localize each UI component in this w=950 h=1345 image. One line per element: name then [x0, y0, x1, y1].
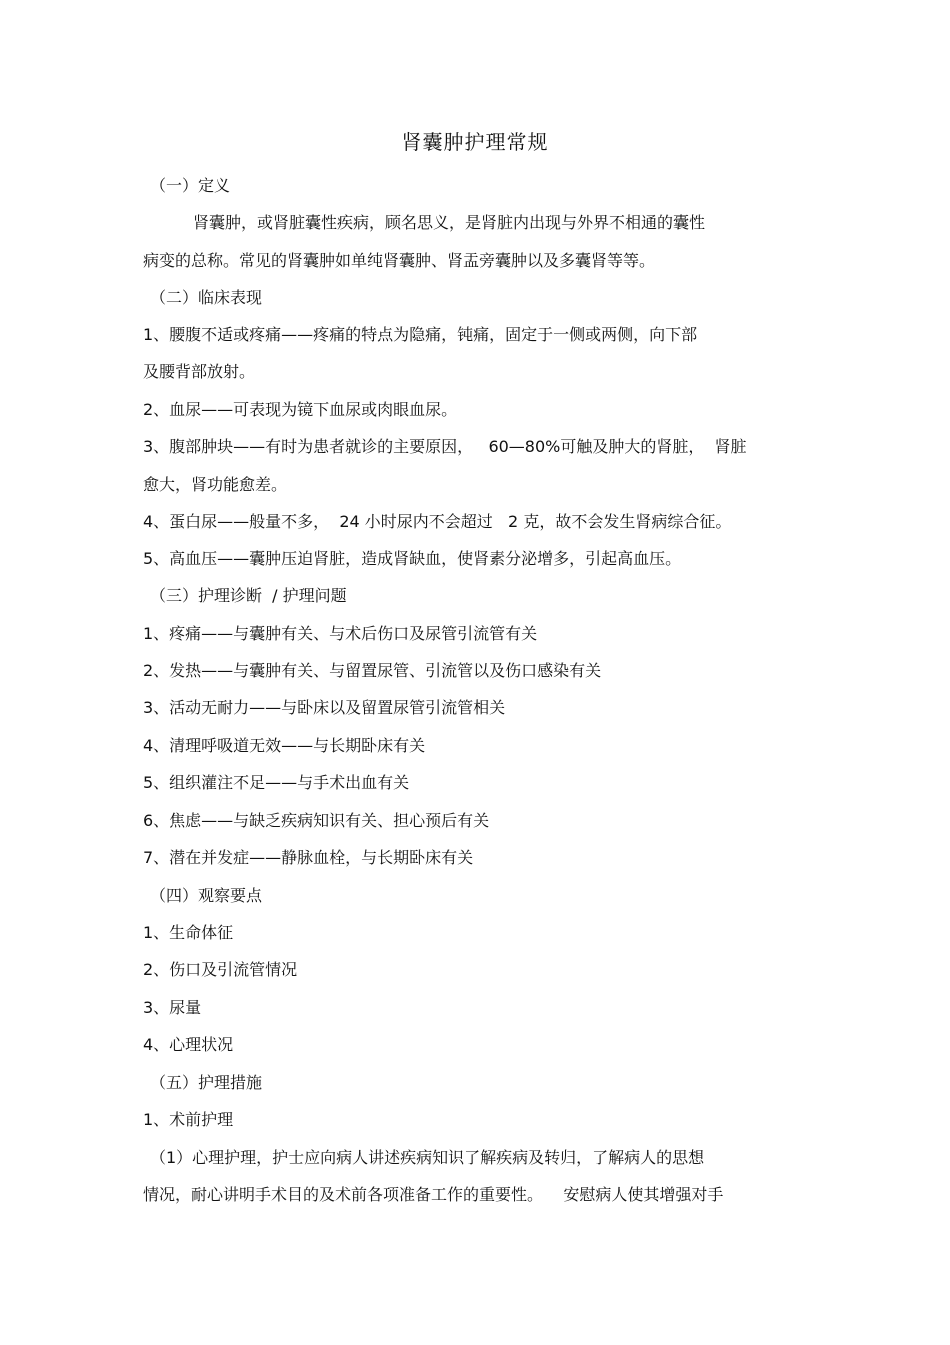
- section-heading-diagnosis: （三）护理诊断 / 护理问题: [150, 586, 347, 605]
- list-item: 1、疼痛——与囊肿有关、与术后伤口及尿管引流管有关: [143, 624, 538, 643]
- paragraph-line: 病变的总称。常见的肾囊肿如单纯肾囊肿、肾盂旁囊肿以及多囊肾等等。: [143, 251, 656, 270]
- list-item: 4、蛋白尿——般量不多， 24 小时尿内不会超过 2 克，故不会发生肾病综合征。: [143, 512, 732, 531]
- list-item: 3、尿量: [143, 998, 202, 1017]
- list-item: 5、高血压——囊肿压迫肾脏，造成肾缺血，使肾素分泌增多，引起高血压。: [143, 549, 682, 568]
- list-item: 2、伤口及引流管情况: [143, 960, 298, 979]
- list-item: 6、焦虑——与缺乏疾病知识有关、担心预后有关: [143, 811, 490, 830]
- list-item: 5、组织灌注不足——与手术出血有关: [143, 773, 410, 792]
- list-item: 3、腹部肿块——有时为患者就诊的主要原因， 60—80%可触及肿大的肾脏， 肾脏: [143, 437, 747, 456]
- sub-item: （1）心理护理，护士应向病人讲述疾病知识了解疾病及转归，了解病人的思想: [150, 1148, 705, 1167]
- list-item: 7、潜在并发症——静脉血栓，与长期卧床有关: [143, 848, 474, 867]
- list-item: 1、术前护理: [143, 1110, 234, 1129]
- page-title: 肾囊肿护理常规: [401, 130, 549, 154]
- list-item: 2、血尿——可表现为镜下血尿或肉眼血尿。: [143, 400, 458, 419]
- list-item: 1、生命体征: [143, 923, 234, 942]
- section-heading-definition: （一）定义: [150, 176, 231, 195]
- list-item-continuation: 及腰背部放射。: [143, 362, 256, 381]
- paragraph-line: 肾囊肿，或肾脏囊性疾病，顾名思义，是肾脏内出现与外界不相通的囊性: [193, 213, 706, 232]
- list-item: 2、发热——与囊肿有关、与留置尿管、引流管以及伤口感染有关: [143, 661, 602, 680]
- section-heading-observation: （四）观察要点: [150, 886, 263, 905]
- section-heading-measures: （五）护理措施: [150, 1073, 263, 1092]
- list-item: 4、心理状况: [143, 1035, 234, 1054]
- section-heading-clinical: （二）临床表现: [150, 288, 263, 307]
- sub-item-continuation: 情况，耐心讲明手术目的及术前各项准备工作的重要性。 安慰病人使其增强对手: [143, 1185, 724, 1204]
- list-item-continuation: 愈大，肾功能愈差。: [143, 475, 288, 494]
- list-item: 3、活动无耐力——与卧床以及留置尿管引流管相关: [143, 698, 506, 717]
- list-item: 4、清理呼吸道无效——与长期卧床有关: [143, 736, 426, 755]
- list-item: 1、腰腹不适或疼痛——疼痛的特点为隐痛，钝痛，固定于一侧或两侧，向下部: [143, 325, 698, 344]
